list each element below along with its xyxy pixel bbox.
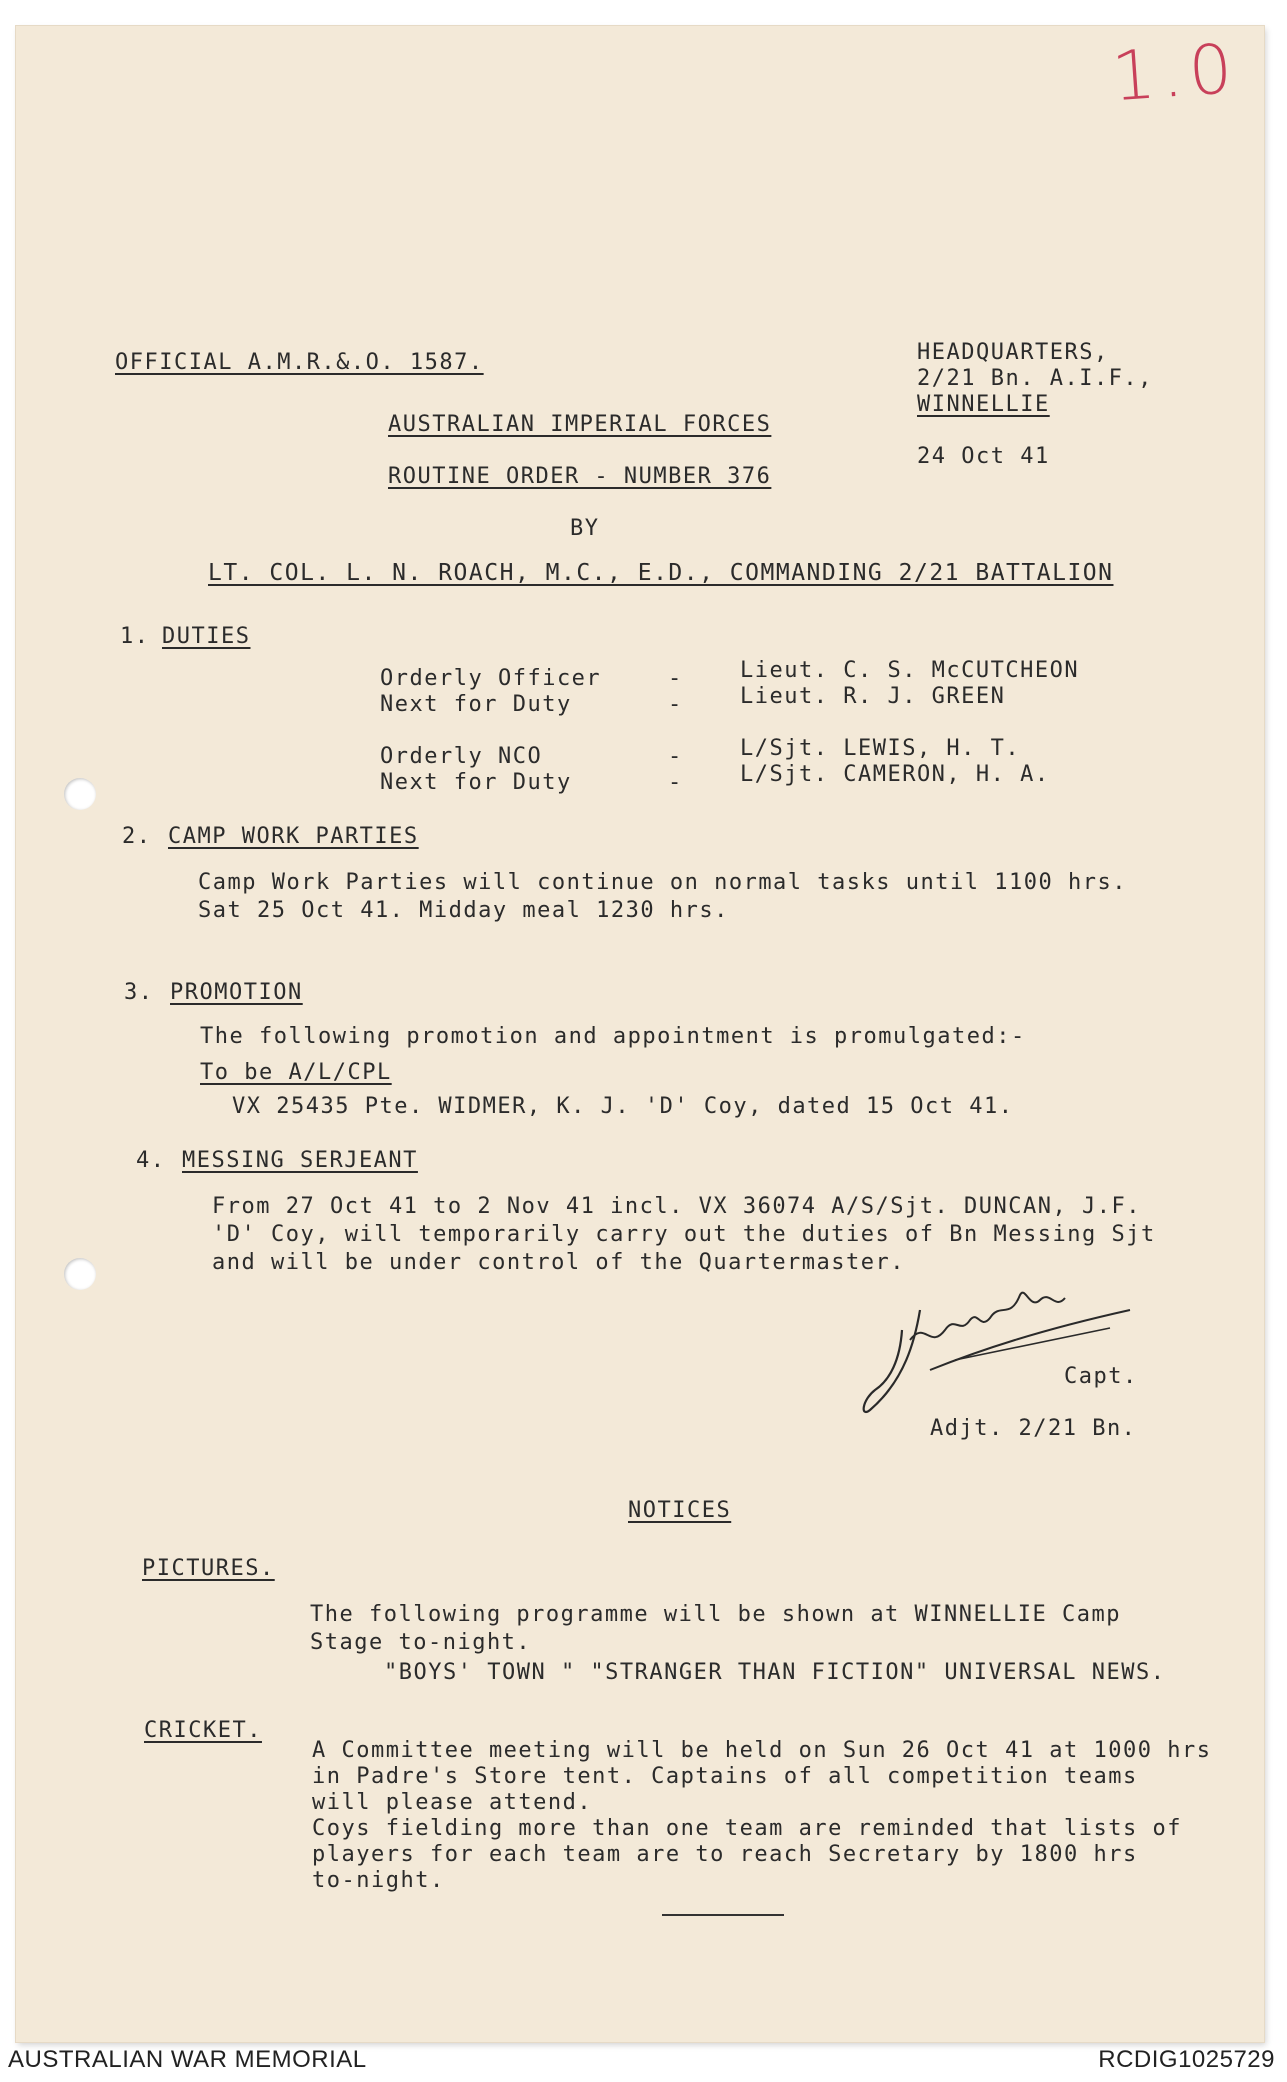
cricket-line: in Padre's Store tent. Captains of all competition teams: [312, 1764, 1138, 1789]
cricket-line: A Committee meeting will be held on Sun 26 Oct 41 at 1000 hrs: [312, 1738, 1212, 1763]
camp-work-line-2: Sat 25 Oct 41. Midday meal 1230 hrs.: [198, 898, 729, 923]
punch-hole-bottom: [64, 1258, 96, 1290]
by-label: BY: [570, 516, 600, 541]
duty-role: Orderly Officer: [380, 666, 602, 691]
duty-role: Next for Duty: [380, 770, 572, 795]
pictures-label: PICTURES.: [142, 1556, 275, 1581]
cricket-line: will please attend.: [312, 1790, 593, 1815]
document-title: AUSTRALIAN IMPERIAL FORCES: [388, 412, 772, 437]
handwritten-signature: [860, 1240, 1140, 1430]
promotion-line-1: The following promotion and appointment is promulgated:-: [200, 1024, 1026, 1049]
duty-dash: -: [668, 744, 683, 769]
camp-work-heading: CAMP WORK PARTIES: [168, 824, 419, 849]
camp-work-number: 2.: [122, 824, 152, 849]
cricket-line: players for each team are to reach Secretary by 1800 hrs: [312, 1842, 1138, 1867]
notices-heading: NOTICES: [628, 1498, 732, 1523]
duty-name: Lieut. C. S. McCUTCHEON: [740, 658, 1080, 683]
document-subtitle: ROUTINE ORDER - NUMBER 376: [388, 464, 772, 489]
signatory-rank: Capt.: [1064, 1364, 1138, 1389]
duty-name: Lieut. R. J. GREEN: [740, 684, 1006, 709]
promotion-line-2: VX 25435 Pte. WIDMER, K. J. 'D' Coy, dated 15 Oct 41.: [232, 1094, 1014, 1119]
footer-source: AUSTRALIAN WAR MEMORIAL: [8, 2046, 367, 2073]
pictures-line-3: "BOYS' TOWN " "STRANGER THAN FICTION" UNIVERSAL NEWS.: [384, 1660, 1166, 1685]
punch-hole-top: [64, 778, 96, 810]
duty-role: Orderly NCO: [380, 744, 543, 769]
duty-dash: -: [668, 666, 683, 691]
pictures-line-2: Stage to-night.: [310, 1630, 532, 1655]
duty-dash: -: [668, 692, 683, 717]
duty-role: Next for Duty: [380, 692, 572, 717]
footer-record-id: RCDIG1025729: [1098, 2046, 1275, 2073]
order-date: 24 Oct 41: [917, 444, 1050, 469]
signatory-title: Adjt. 2/21 Bn.: [930, 1416, 1137, 1441]
messing-line-2: 'D' Coy, will temporarily carry out the duties of Bn Messing Sjt: [212, 1222, 1156, 1247]
messing-heading: MESSING SERJEANT: [182, 1148, 418, 1173]
promotion-number: 3.: [124, 980, 154, 1005]
cricket-line: to-night.: [312, 1868, 445, 1893]
closing-rule: [662, 1914, 784, 1916]
messing-line-3: and will be under control of the Quartermaster.: [212, 1250, 906, 1275]
messing-line-1: From 27 Oct 41 to 2 Nov 41 incl. VX 36074 A/S/Sjt. DUNCAN, J.F.: [212, 1194, 1141, 1219]
commander-line: LT. COL. L. N. ROACH, M.C., E.D., COMMANDING 2/21 BATTALION: [208, 560, 1114, 586]
duty-dash: -: [668, 770, 683, 795]
page-number-mark: 1.0: [1109, 29, 1241, 118]
duty-name: L/Sjt. CAMERON, H. A.: [740, 762, 1050, 787]
hq-line-1: HEADQUARTERS,: [917, 340, 1109, 365]
pictures-line-1: The following programme will be shown at WINNELLIE Camp: [310, 1602, 1121, 1627]
official-reference: OFFICIAL A.M.R.&.O. 1587.: [115, 350, 484, 375]
hq-line-2: 2/21 Bn. A.I.F.,: [917, 366, 1153, 391]
duty-name: L/Sjt. LEWIS, H. T.: [740, 736, 1021, 761]
cricket-line: Coys fielding more than one team are reminded that lists of: [312, 1816, 1182, 1841]
cricket-label: CRICKET.: [144, 1718, 262, 1743]
promotion-heading: PROMOTION: [170, 980, 303, 1005]
duties-heading: DUTIES: [162, 624, 251, 649]
camp-work-line-1: Camp Work Parties will continue on normal tasks until 1100 hrs.: [198, 870, 1127, 895]
duties-number: 1.: [120, 624, 150, 649]
promotion-subheading: To be A/L/CPL: [200, 1060, 392, 1085]
hq-line-3: WINNELLIE: [917, 392, 1050, 417]
messing-number: 4.: [136, 1148, 166, 1173]
